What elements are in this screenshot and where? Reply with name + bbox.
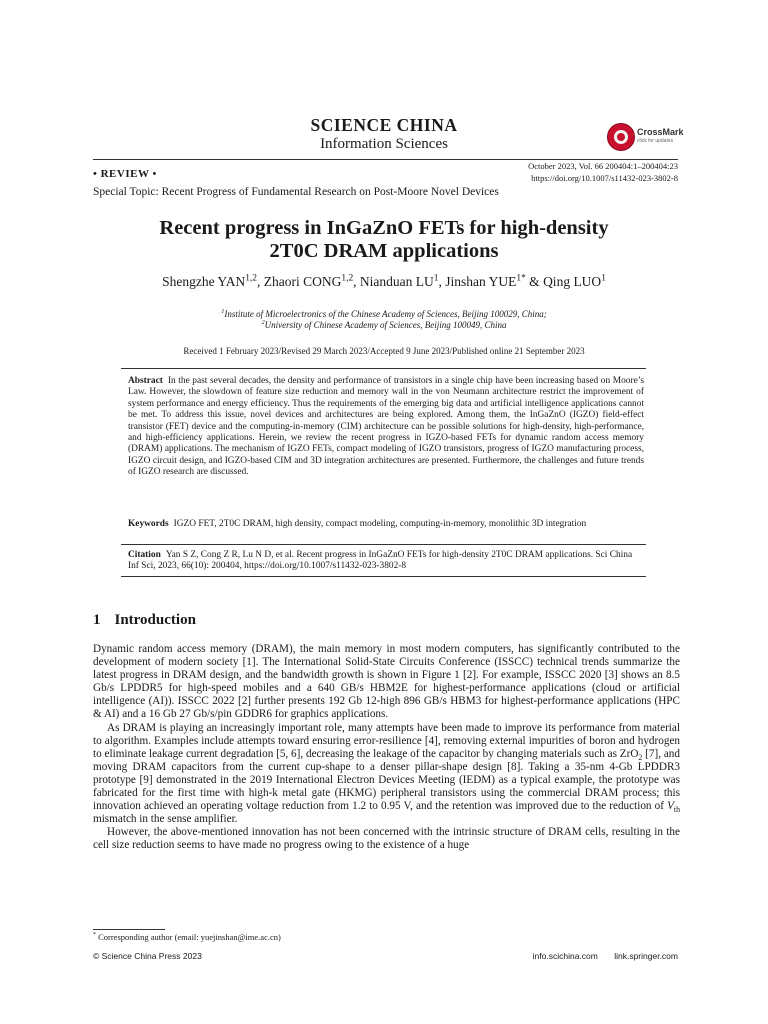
article-type: • REVIEW • (93, 168, 157, 180)
citation (128, 550, 644, 573)
keywords-label: Keywords (128, 519, 169, 529)
author-list (0, 274, 768, 290)
footnote: * Corresponding author (email: yuejinshan@ime.ac.cn) (93, 932, 281, 942)
paper-title (60, 217, 708, 263)
footer-link-scichina[interactable]: info.scichina.com (532, 951, 598, 961)
affiliation-2: $^2$University of Chinese Academy of Sciences, Beijing 100049, China (261, 319, 507, 330)
crossmark-sublabel: click for updates (637, 138, 674, 144)
author: Qing LUO$^1$ (543, 273, 606, 289)
citation-label: Citation (128, 550, 161, 560)
issue-info: October 2023, Vol. 66 200404:1–200404:23 (528, 161, 678, 171)
keywords (128, 519, 644, 530)
crossmark-label: CrossMark (637, 127, 684, 137)
journal-subtitle: Information Sciences (320, 136, 448, 152)
title-line-2: 2T0C DRAM applications (269, 240, 499, 262)
abstract-mid-rule (121, 544, 646, 545)
publication-dates: Received 1 February 2023/Revised 29 March 2023/Accepted 9 June 2023/Published online 21 September 2023 (183, 346, 585, 356)
section-title: Introduction (114, 612, 196, 628)
journal-name: SCIENCE CHINA (310, 115, 458, 135)
footer-link-springer[interactable]: link.springer.com (614, 951, 678, 961)
author: Zhaori CONG$^{1,2}$, (263, 273, 360, 289)
title-line-1: Recent progress in InGaZnO FETs for high-density (159, 217, 609, 239)
section-number: 1 (93, 612, 101, 628)
special-topic: Special Topic: Recent Progress of Fundamental Research on Post-Moore Novel Devices (93, 186, 499, 198)
author: Shengzhe YAN$^{1,2}$, (162, 273, 264, 289)
abstract-label: Abstract (128, 376, 163, 386)
body-text (93, 643, 680, 853)
affiliation-1: $^1$Institute of Microelectronics of the Chinese Academy of Sciences, Beijing 100029, China; (221, 308, 547, 319)
crossmark-badge[interactable] (607, 123, 684, 151)
copyright: © Science China Press 2023 (93, 951, 202, 961)
header-rule (93, 159, 678, 160)
footer-links (519, 951, 678, 961)
footnote-rule (93, 929, 165, 930)
citation-text: Yan S Z, Cong Z R, Lu N D, et al. Recent progress in InGaZnO FETs for high-density 2T0C DRAM applications. Sci China Inf Sci, 2023, 66(10): 200404, https://doi.org/10.1007/s11432-023-3802-8 (128, 550, 633, 572)
abstract (128, 376, 644, 479)
paragraph: However, the above-mentioned innovation has not been concerned with the intrinsic structure of DRAM cells, resulting in the cell size reduction seems to have made no progress owing to the existence of a huge (93, 826, 680, 852)
section-heading (93, 612, 196, 629)
paragraph: Dynamic random access memory (DRAM), the main memory in most modern computers, has significantly contributed to the development of modern society [1]. The International Solid-State Circuits Conference (ISSCC) technical trends summarize the latest progress in DRAM design, and the bandwidth growth is shown in Figure 1 [2]. For example, ISSCC 2020 [3] shows an 8.5 Gb/s LPDDR5 for high-speed mobiles and a 640 GB/s HBM2E for highest-performance applications (cloud or artificial intelligence (AI)). ISSCC 2022 [2] further presents 192 Gb 12-high 896 GB/s HBM3 for highest-performance applications (HPC & AI) and a 16 Gb 27 Gb/s/pin GDDR6 for graphics applications. (93, 643, 680, 721)
doi-link[interactable]: https://doi.org/10.1007/s11432-023-3802-8 (531, 173, 678, 183)
author: Jinshan $YUE^{1*}$ & (445, 273, 544, 289)
author: Nianduan $LU^1$, (359, 273, 446, 289)
crossmark-icon (607, 123, 635, 151)
paragraph: As DRAM is playing an increasingly important role, many attempts have been made to improve its performance from material to algorithm. Examples include attempts toward ensuring error-resilience [4], removing external impurities of boron and hydrogen to eliminate leakage current degradation [5, 6], decreasing the leakage of the capacitor by changing materials such as ZrO$_2$ [7], and moving DRAM capacitors from the current cup-shape to a denser pillar-shape design [8]. Taking a 35-nm 4-Gb LPDDR3 prototype [9] demonstrated in the 2019 International Electron Devices Meeting (IEDM) as a typical example, the prototype was fabricated for the first time with high-k metal gate (HKMG) peripheral transistors using the commercial DRAM process; this innovation achieved an operating voltage reduction from 1.2 to 0.95 V, and the retention was improved due to the reduction of $V_{th}$ mismatch in the sense amplifier. (93, 721, 680, 826)
abstract-bottom-rule (121, 576, 646, 577)
abstract-top-rule (121, 368, 646, 369)
keywords-text: IGZO FET, 2T0C DRAM, high density, compact modeling, computing-in-memory, monolithic 3D integration (173, 519, 587, 529)
abstract-text: In the past several decades, the density and performance of transistors in a single chip have been increasing based on Moore’s Law. However, the slowdown of feature size reduction and memory wall in the von Neumann architecture restrict the improvement of system performance and energy efficiency. Thus the requirements of the emerging big data and artificial intelligence applications cannot be met. To address this issue, novel devices and architectures are being explored. Among them, the InGaZnO (IGZO) field-effect transistor (FET) device and the computing-in-memory (CIM) architecture can be possible solutions for high-density, high-performance, and high-efficiency applications. Herein, we review the recent progress in IGZO-based FETs for dynamic random access memory (DRAM) applications. The mechanism of IGZO FETs, compact modeling of IGZO transistors, progress of IGZO manufacturing process, IGZO circuit design, and IGZO-based CIM and 3D integration architectures are presented. Furthermore, the challenges and future trends of IGZO research are discussed. (128, 376, 644, 478)
